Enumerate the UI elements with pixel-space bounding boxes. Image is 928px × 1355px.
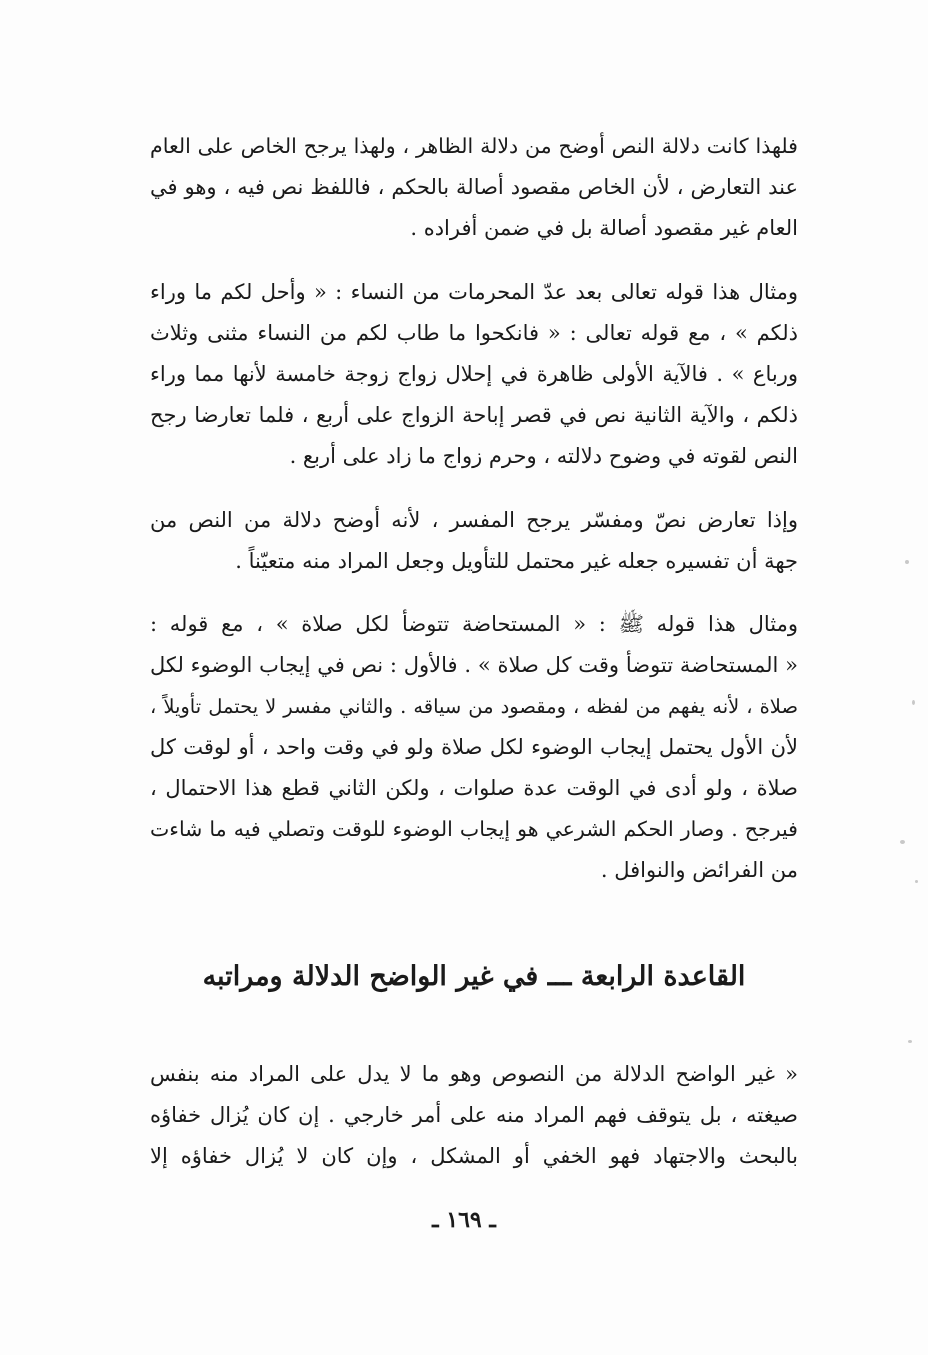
paragraph-line: لأن الأول يحتمل إيجاب الوضوء لكل صلاة ولو في وقت واحد ، أو لوقت كل: [150, 735, 798, 759]
page-number: ـ ١٦٩ ـ: [432, 1207, 496, 1233]
scan-speck: [915, 880, 918, 883]
paragraph-line: صيغته ، بل يتوقف فهم المراد منه على أمر خارجي . إن كان يُزال خفاؤه: [150, 1103, 798, 1127]
paragraph-line: فلهذا كانت دلالة النص أوضح من دلالة الظاهر ، ولهذا يرجح الخاص على العام: [150, 134, 798, 158]
scan-speck: [905, 560, 909, 564]
paragraph-line: « المستحاضة تتوضأ وقت كل صلاة » . فالأول : نص في إيجاب الوضوء لكل: [150, 653, 798, 677]
paragraph-line: صلاة ، لأنه يفهم من لفظه ، ومقصود من سياقه . والثاني مفسر لا يحتمل تأويلاً ،: [150, 695, 798, 718]
paragraph-line: ذلكم ، والآية الثانية نص في قصر إباحة الزواج على أربع ، فلما تعارضا رجح: [150, 403, 798, 427]
paragraph-line: جهة أن تفسيره جعله غير محتمل للتأويل وجعل المراد منه متعيّناً .: [235, 549, 798, 573]
paragraph-line: النص لقوته في وضوح دلالته ، وحرم زواج ما زاد على أربع .: [289, 444, 798, 468]
paragraph-line: « غير الواضح الدلالة من النصوص وهو ما لا يدل على المراد منه بنفس: [150, 1062, 798, 1086]
scan-speck: [908, 1040, 912, 1043]
paragraph-line: صلاة ، ولو أدى في الوقت عدة صلوات ، ولكن الثاني قطع هذا الاحتمال ،: [150, 776, 798, 800]
paragraph-5: [150, 1054, 798, 1177]
paragraph-line: ذلكم » ، مع قوله تعالى : « فانكحوا ما طاب لكم من النساء مثنى وثلاث: [150, 321, 798, 345]
paragraph-2: [150, 272, 798, 477]
paragraph-line: ومثال هذا قوله تعالى بعد عدّ المحرمات من النساء : « وأحل لكم ما وراء: [150, 280, 798, 304]
paragraph-line: بالبحث والاجتهاد فهو الخفي أو المشكل ، وإن كان لا يُزال خفاؤه إلا: [150, 1144, 798, 1168]
paragraph-4: [150, 604, 798, 891]
paragraph-line: من الفرائض والنوافل .: [600, 858, 798, 882]
paragraph-line: عند التعارض ، لأن الخاص مقصود أصالة بالحكم ، فاللفظ نص فيه ، وهو في: [150, 175, 798, 199]
paragraph-1: [150, 126, 798, 249]
paragraph-line: العام غير مقصود أصالة بل في ضمن أفراده .: [410, 216, 798, 240]
paragraph-line: فيرجح . وصار الحكم الشرعي هو إيجاب الوضوء للوقت وتصلي فيه ما شاءت: [150, 817, 798, 841]
paragraph-line: ومثال هذا قوله ﷺ : « المستحاضة تتوضأ لكل صلاة » ، مع قوله :: [150, 612, 798, 636]
scan-speck: [900, 840, 905, 844]
section-heading: القاعدة الرابعة ـــ في غير الواضح الدلالة ومراتبه: [202, 961, 746, 992]
paragraph-3: [150, 500, 798, 582]
paragraph-line: ورباع » . فالآية الأولى ظاهرة في إحلال زواج زوجة خامسة لأنها مما وراء: [150, 362, 798, 386]
paragraph-line: وإذا تعارض نصّ ومفسّر يرجح المفسر ، لأنه أوضح دلالة من النص من: [150, 508, 798, 532]
scan-speck: [912, 700, 915, 705]
